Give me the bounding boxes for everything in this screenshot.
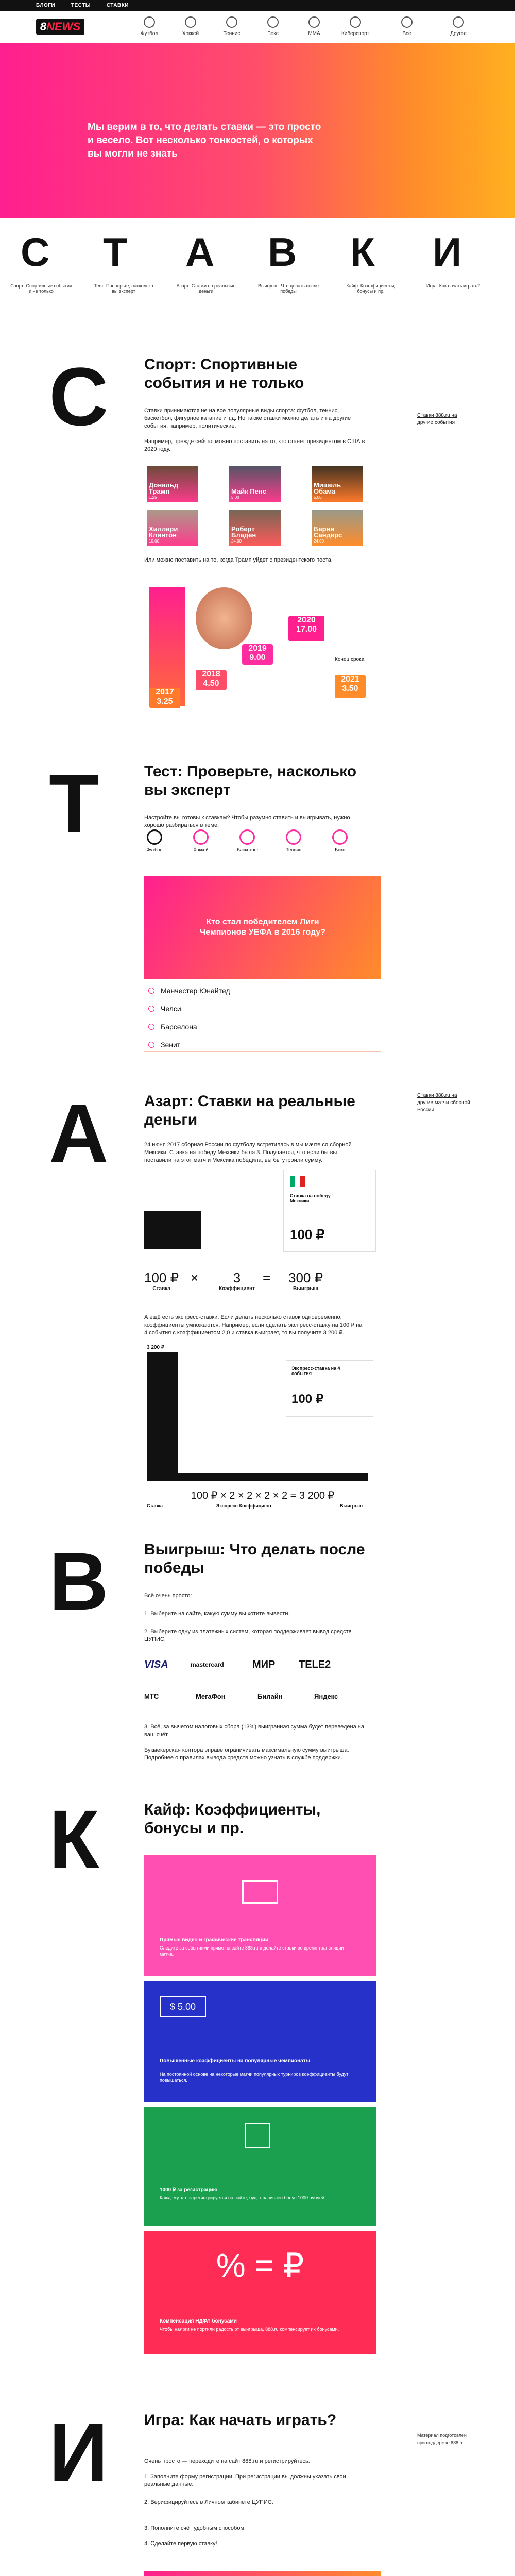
feature-card: % = ₽ Компенсация НДФЛ бонусами Чтобы налоги не портили радость от выигрыша, 888.ru компенсирует их бонусами.: [144, 2231, 376, 2354]
paragraph: Букмекерская контора вправе ограничивать максимальную сумму выигрыша. Подробнее о правилах вывода средств можно узнать в службе поддержки.: [144, 1747, 349, 1761]
nav-all[interactable]: Все: [391, 16, 422, 37]
paragraph: Очень просто — переходите на сайт 888.ru и регистрируйтесь.: [144, 2458, 310, 2464]
radio-icon: [148, 1024, 154, 1030]
year-bubble: 2017 3.25: [149, 688, 180, 708]
chapter-link[interactable]: Выигрыш: Что делать после победы: [258, 283, 319, 294]
feature-card: $ 5.00 Повышенные коэффициенты на популярные чемпионаты На постоянной основе на некоторые матчи популярных турниров коэффициенты будут повышаться.: [144, 1981, 376, 2102]
radio-icon: [148, 988, 154, 994]
paragraph: 24 июня 2017 сборная России по футболу встретилась в мы мачте со сборной Мексики. Ставка на победу Мексики была 3. Получается, что если бы вы поставили на этот матч и Мексика победила, вы бы утроили сумму.: [144, 1142, 352, 1163]
quiz-sport[interactable]: Теннис: [283, 829, 304, 852]
paragraph: 2. Выберите одну из платежных систем, которая поддерживает вывод средств ЦУПИС.: [144, 1629, 352, 1642]
section-letter: А: [49, 1087, 109, 1179]
paragraph: 2. Верифицируйтесь в Личном кабинете ЦУПИС.: [144, 2499, 273, 2505]
main-nav: [0, 11, 515, 43]
letter-t[interactable]: Т: [103, 229, 129, 275]
paragraph: Или можно поставить на то, когда Трамп уйдет с президентского поста.: [144, 557, 333, 563]
tv-icon: [242, 1880, 278, 1904]
paragraph: Настройте вы готовы к ставкам? Чтобы разумно ставить и выигрывать, нужно хорошо разбираться в теме.: [144, 815, 350, 828]
paragraph: Всё очень просто:: [144, 1592, 192, 1599]
topbar-tests[interactable]: ТЕСТЫ: [71, 3, 91, 8]
paragraph: 1. Заполните форму регистрации. При регистрации вы должны указать свои реальные данные.: [144, 2473, 346, 2487]
paragraph: Например, прежде сейчас можно поставить на то, кто станет президентом в США в 2020 году.: [144, 438, 365, 452]
mexico-flag-icon: [290, 1176, 305, 1187]
chapter-link[interactable]: Спорт: Спортивные события и не только: [10, 283, 72, 294]
year-bubble: 2020 17.00: [288, 616, 324, 641]
quiz-option[interactable]: Барселона: [144, 1020, 381, 1033]
nav-mma[interactable]: MMA: [299, 16, 330, 37]
paragraph: А ещё есть экспресс-ставки. Если делать несколько ставок одновременно, коэффициенты умножаются. Например, если сделать экспресс-ставку на 100 ₽ на 4 события с коэффициентом 2,0 и ставка выиграет, то вы получите 3 200 ₽.: [144, 1314, 363, 1336]
bet-card-stake: 100 ₽: [290, 1227, 325, 1242]
bubble-label: Конец срока: [335, 657, 365, 663]
grid-icon: [401, 16, 413, 28]
nav-boxing[interactable]: Бокс: [258, 16, 288, 37]
section-title: Тест: Проверьте, насколько вы эксперт: [144, 763, 357, 799]
nav-esports[interactable]: Киберспорт: [340, 16, 371, 37]
feature-card: 1000 ₽ за регистрацию Каждому, кто зарегистрируется на сайте, будет начислен бонус 1000 рублей.: [144, 2107, 376, 2226]
candidate-photo: Майк Пенс 5,00: [229, 466, 281, 502]
candidate-photo: Берни Сандерс 24,00: [312, 510, 363, 546]
menu-icon: [453, 16, 464, 28]
section-letter: Т: [49, 757, 99, 850]
candidate-photo: Мишель Обама 5,00: [312, 466, 363, 502]
express-value: 100 ₽: [291, 1392, 323, 1406]
yandex-logo: Яндекс: [314, 1692, 338, 1700]
calc2-label: Выигрыш: [340, 1503, 363, 1509]
bet-card-label: Ставка на победу Мексики: [290, 1193, 331, 1204]
quiz-sport[interactable]: Хоккей: [191, 829, 211, 852]
letter-v[interactable]: В: [268, 229, 298, 275]
mastercard-logo: mastercard: [191, 1661, 224, 1668]
gift-icon: [245, 2123, 270, 2148]
percent-equals-ruble-icon: % = ₽: [216, 2247, 304, 2284]
letter-k[interactable]: К: [350, 229, 376, 275]
coef-badge-icon: $ 5.00: [160, 1996, 206, 2017]
letter-a[interactable]: А: [185, 229, 216, 275]
top-bar: [0, 0, 515, 11]
radio-icon: [148, 1006, 154, 1012]
bet-card: [283, 1170, 376, 1252]
express-calc: 100 ₽ × 2 × 2 × 2 × 2 = 3 200 ₽: [191, 1490, 335, 1501]
section-letter: В: [49, 1535, 109, 1628]
quiz-option[interactable]: Манчестер Юнайтед: [144, 984, 381, 997]
section-letter: С: [49, 350, 109, 443]
register-button[interactable]: [144, 2571, 381, 2576]
quiz-question: Кто стал победителем Лиги Чемпионов УЕФА в 2016 году?: [200, 918, 325, 937]
side-link[interactable]: Ставки 888.ru на другие события: [417, 413, 457, 426]
stake-bar: [144, 1211, 201, 1249]
hero-banner: [0, 43, 515, 218]
quiz-option[interactable]: Челси: [144, 1002, 381, 1015]
calc-coef: 3 Коэффициент: [218, 1270, 255, 1292]
express-base-bar: [178, 1473, 368, 1481]
mma-icon: [308, 16, 320, 28]
side-link[interactable]: Ставки 888.ru на другие матчи сборной России: [417, 1093, 470, 1113]
calc-stake: 100 ₽ Ставка: [144, 1270, 179, 1292]
mts-logo: МТС: [144, 1692, 159, 1700]
chapter-link[interactable]: Игра: Как начать играть?: [426, 283, 480, 289]
express-label: Экспресс-ставка на 4 события: [291, 1366, 340, 1376]
section-title: Игра: Как начать играть?: [144, 2412, 337, 2429]
megafon-logo: МегаФон: [196, 1692, 226, 1700]
nav-other[interactable]: Другое: [443, 16, 474, 37]
letter-i[interactable]: И: [433, 229, 463, 275]
section-title: Азарт: Ставки на реальные деньги: [144, 1093, 355, 1128]
candidate-photo: Дональд Трамп 1,25: [147, 466, 198, 502]
year-bubble: 2019 9.00: [242, 644, 273, 665]
candidate-photo: Хиллари Клинтон 10,00: [147, 510, 198, 546]
year-bubble: 2018 4.50: [196, 670, 227, 690]
paragraph: 3. Всё, за вычетом налоговых сбора (13%) выигранная сумма будет переведена на ваш счёт.: [144, 1724, 364, 1738]
section-title: Спорт: Спортивные события и не только: [144, 356, 304, 392]
paragraph: 1. Выберите на сайте, какую сумму вы хотите вывести.: [144, 1611, 290, 1617]
section-title: Кайф: Коэффициенты, бонусы и пр.: [144, 1801, 321, 1837]
topbar-bets[interactable]: СТАВКИ: [106, 3, 129, 8]
side-note: Материал подготовлен при поддержке 888.ru: [417, 2433, 467, 2445]
letter-s[interactable]: С: [21, 229, 51, 275]
bar-top-label: 3 200 ₽: [147, 1345, 165, 1350]
radio-icon: [148, 1042, 154, 1048]
calc2-label: Экспресс-Коэффициент: [216, 1503, 272, 1509]
express-bar: [147, 1352, 178, 1481]
chapter-link[interactable]: Тест: Проверьте, насколько вы эксперт: [94, 283, 153, 294]
paragraph: Ставки принимаются не на все популярные виды спорта: футбол, теннис, баскетбол, фигурное катание и т.д. Но также ставки можно делать и на другие события, например, политические.: [144, 408, 351, 429]
tennis-icon: [226, 16, 237, 28]
chapter-link[interactable]: Азарт: Ставки на реальные деньги: [176, 283, 236, 294]
calc-eq: =: [263, 1270, 271, 1285]
quiz-question-card: [144, 876, 381, 979]
calc-times: ×: [191, 1270, 199, 1285]
nav-tennis[interactable]: Теннис: [216, 16, 247, 37]
tele2-logo: TELE2: [299, 1659, 331, 1670]
glove-icon: [267, 16, 279, 28]
chapter-captions: [0, 278, 515, 304]
feature-card: Прямые видео и графические трансляции Следите за событиями прямо на сайте 888.ru и делайте ставки во время трансляции матча.: [144, 1855, 376, 1976]
hero-text: Мы верим в то, что делать ставки — это просто и весело. Вот несколько тонкостей, о которых вы могли не знать: [88, 122, 321, 159]
nav-hockey[interactable]: Хоккей: [175, 16, 206, 37]
trump-face-graphic: [196, 587, 252, 649]
quiz-sport[interactable]: Футбол: [144, 829, 165, 852]
quiz-sport[interactable]: Бокс: [330, 829, 350, 852]
beeline-logo: Билайн: [258, 1692, 283, 1700]
section-title: Выигрыш: Что делать после победы: [144, 1541, 365, 1577]
logo[interactable]: 8NEWS: [36, 19, 84, 35]
mir-logo: МИР: [252, 1659, 276, 1670]
visa-logo: VISA: [144, 1659, 168, 1670]
candidate-photo: Роберт Бладен 24,00: [229, 510, 281, 546]
nav-football[interactable]: Футбол: [134, 16, 165, 37]
paragraph: 4. Сделайте первую ставку!: [144, 2540, 217, 2547]
calc2-label: Ставка: [147, 1503, 163, 1509]
express-card: [286, 1360, 373, 1417]
quiz-sport[interactable]: Баскетбол: [237, 829, 258, 852]
calc-result: 300 ₽ Выигрыш: [288, 1270, 323, 1292]
section-letter: К: [49, 1793, 99, 1885]
topbar-blogs[interactable]: БЛОГИ: [36, 3, 56, 8]
gamepad-icon: [350, 16, 361, 28]
paragraph: 3. Пополните счёт удобным способом.: [144, 2525, 246, 2531]
section-letter: И: [49, 2406, 108, 2498]
chapter-link[interactable]: Кайф: Коэффициенты, бонусы и пр.: [346, 283, 396, 294]
puck-icon: [185, 16, 196, 28]
quiz-option[interactable]: Зенит: [144, 1038, 381, 1052]
year-bubble: 2021 3.50: [335, 675, 366, 698]
ball-icon: [144, 16, 155, 28]
